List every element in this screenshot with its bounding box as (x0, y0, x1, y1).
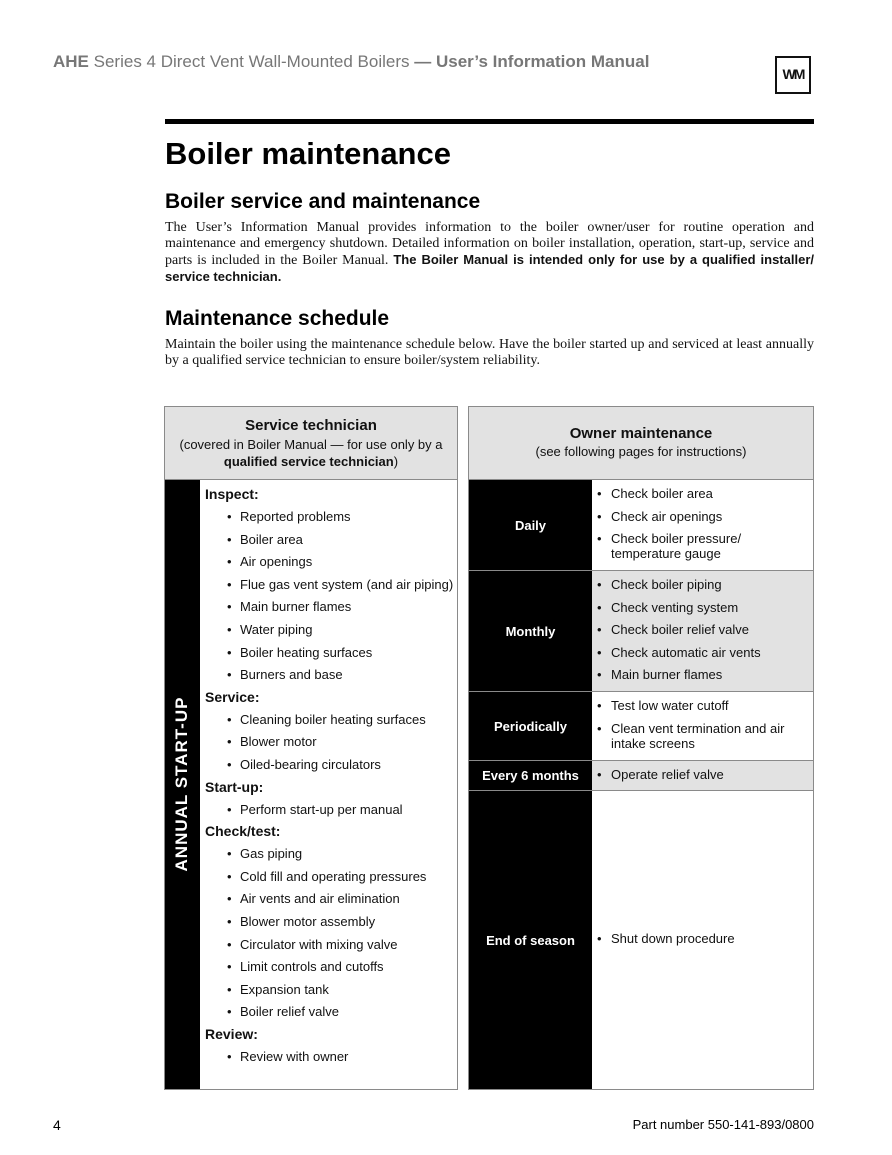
owner-task-item: • Clean vent termination and air intake screens (597, 721, 807, 751)
technician-task-item (205, 889, 457, 912)
technician-sub-suffix: ) (393, 454, 399, 469)
frequency-label: Monthly (469, 571, 592, 691)
annual-startup-label: ANNUAL START-UP (172, 696, 191, 872)
technician-task-item (205, 1047, 457, 1070)
service-body-text: The User’s Information Manual provides information to the boiler owner/user for routine operation and maintenance and emergency shutdown. Detailed information on boiler installation, operation, start-up, service and parts is included in the Boiler Manual. (165, 220, 814, 268)
technician-task-label: Blower motor assembly (240, 913, 376, 929)
owner-schedule-row (469, 480, 813, 571)
running-header (53, 52, 649, 72)
owner-schedule-row (469, 571, 813, 692)
technician-sub-bold: qualified service technician (223, 454, 394, 469)
logo-text: WM (782, 66, 804, 82)
header-manual: User’s Information Manual (435, 52, 650, 71)
page-number: 4 (53, 1117, 61, 1133)
owner-task-list (597, 577, 807, 690)
frequency-label: Every 6 months (469, 761, 592, 790)
schedule-section-body: Maintain the boiler using the maintenance schedule below. Have the boiler started up and serviced at least annually by a qualified service technician to ensure boiler/system reliability. (165, 337, 814, 368)
owner-subtitle: (see following pages for instructions) (535, 444, 747, 459)
technician-group-title: Inspect: (205, 486, 259, 502)
technician-task-item (205, 530, 457, 553)
technician-sub-prefix: (covered in Boiler Manual — for use only by a (179, 437, 443, 452)
technician-task-label: Perform start-up per manual (240, 801, 403, 817)
header-brand: AHE (53, 52, 89, 71)
technician-task-list (205, 485, 457, 1069)
owner-task-item: • Test low water cutoff (597, 698, 807, 713)
schedule-section-title: Maintenance schedule (165, 307, 390, 330)
service-technician-panel (164, 406, 458, 1090)
technician-group-title: Service: (205, 688, 260, 705)
technician-task-item (205, 597, 457, 620)
technician-task-item (205, 732, 457, 755)
technician-task-label: Limit controls and cutoffs (240, 959, 384, 975)
technician-task-label: Boiler relief valve (240, 1004, 339, 1020)
technician-task-item (205, 844, 457, 867)
technician-task-item (205, 800, 457, 823)
part-number: Part number 550-141-893/0800 (632, 1117, 814, 1132)
technician-task-label: Water piping (240, 621, 313, 637)
technician-task-label: Blower motor (240, 734, 317, 750)
technician-task-item (205, 575, 457, 598)
owner-schedule-row (469, 791, 813, 1089)
technician-task-item (205, 980, 457, 1003)
technician-task-label: Oiled-bearing circulators (240, 756, 381, 772)
technician-task-label: Main burner flames (240, 599, 352, 615)
technician-task-item (205, 912, 457, 935)
technician-task-label: Boiler area (240, 531, 303, 547)
technician-task-item (205, 507, 457, 530)
technician-task-label: Cold fill and operating pressures (240, 868, 427, 884)
technician-task-item (205, 620, 457, 643)
header-rule (165, 119, 814, 124)
technician-task-label: Review with owner (240, 1048, 349, 1064)
owner-task-list (597, 698, 807, 758)
technician-task-label: Flue gas vent system (and air piping) (240, 576, 454, 592)
owner-task-item: • Check air openings (597, 509, 807, 524)
technician-task-item (205, 755, 457, 778)
technician-task-label: Reported problems (240, 509, 351, 524)
technician-task-item (205, 552, 457, 575)
technician-header (165, 407, 457, 480)
technician-task-label: Circulator with mixing valve (240, 936, 398, 952)
owner-task-item: • Shut down procedure (597, 931, 807, 946)
annual-startup-bar (165, 480, 200, 1089)
technician-task-item (205, 1002, 457, 1025)
technician-task-label: Cleaning boiler heating surfaces (240, 711, 426, 727)
service-section-body (165, 220, 814, 286)
owner-maintenance-panel (468, 406, 814, 1090)
frequency-label: Daily (469, 480, 592, 570)
owner-task-item: • Check automatic air vents (597, 645, 807, 660)
technician-group-title: Start-up: (205, 778, 264, 795)
technician-task-label: Expansion tank (240, 981, 329, 997)
technician-task-label: Air vents and air elimination (240, 891, 400, 907)
technician-task-label: Gas piping (240, 846, 303, 862)
technician-task-label: Boiler heating surfaces (240, 644, 373, 660)
technician-subtitle (165, 436, 457, 470)
technician-task-item (205, 710, 457, 733)
technician-task-item (205, 665, 457, 688)
service-section-title: Boiler service and maintenance (165, 190, 481, 213)
frequency-label: End of season (469, 791, 592, 1089)
technician-task-item (205, 867, 457, 890)
owner-task-item: • Check venting system (597, 600, 807, 615)
technician-title: Service technician (245, 417, 377, 434)
owner-schedule-row (469, 692, 813, 761)
owner-task-item: • Operate relief valve (597, 767, 807, 782)
technician-group-title: Review: (205, 1025, 258, 1042)
technician-task-item (205, 643, 457, 666)
header-series: Series 4 Direct Vent Wall-Mounted Boilers (88, 52, 410, 71)
owner-task-list (597, 767, 807, 790)
technician-group-title: Check/test: (205, 823, 281, 840)
owner-header (469, 407, 813, 480)
technician-task-label: Air openings (240, 554, 313, 570)
owner-title: Owner maintenance (569, 425, 713, 442)
owner-task-item: • Main burner flames (597, 667, 807, 682)
owner-task-item: • Check boiler area (597, 486, 807, 501)
page-title: Boiler maintenance (165, 136, 451, 171)
service-body-bold: The Boiler Manual is intended only for use by a qualified installer/ service technician. (165, 252, 814, 284)
owner-task-list (597, 486, 807, 569)
owner-task-item: • Check boiler piping (597, 577, 807, 592)
weil-mclain-logo (775, 56, 811, 94)
frequency-label: Periodically (469, 692, 592, 760)
owner-task-item: • Check boiler pressure/ temperature gauge (597, 531, 807, 561)
owner-task-item: • Check boiler relief valve (597, 622, 807, 637)
technician-task-item (205, 957, 457, 980)
header-dash: — (409, 52, 436, 71)
technician-task-label: Burners and base (240, 667, 343, 683)
technician-task-item (205, 935, 457, 958)
owner-task-list (597, 931, 807, 954)
owner-schedule-row (469, 761, 813, 791)
